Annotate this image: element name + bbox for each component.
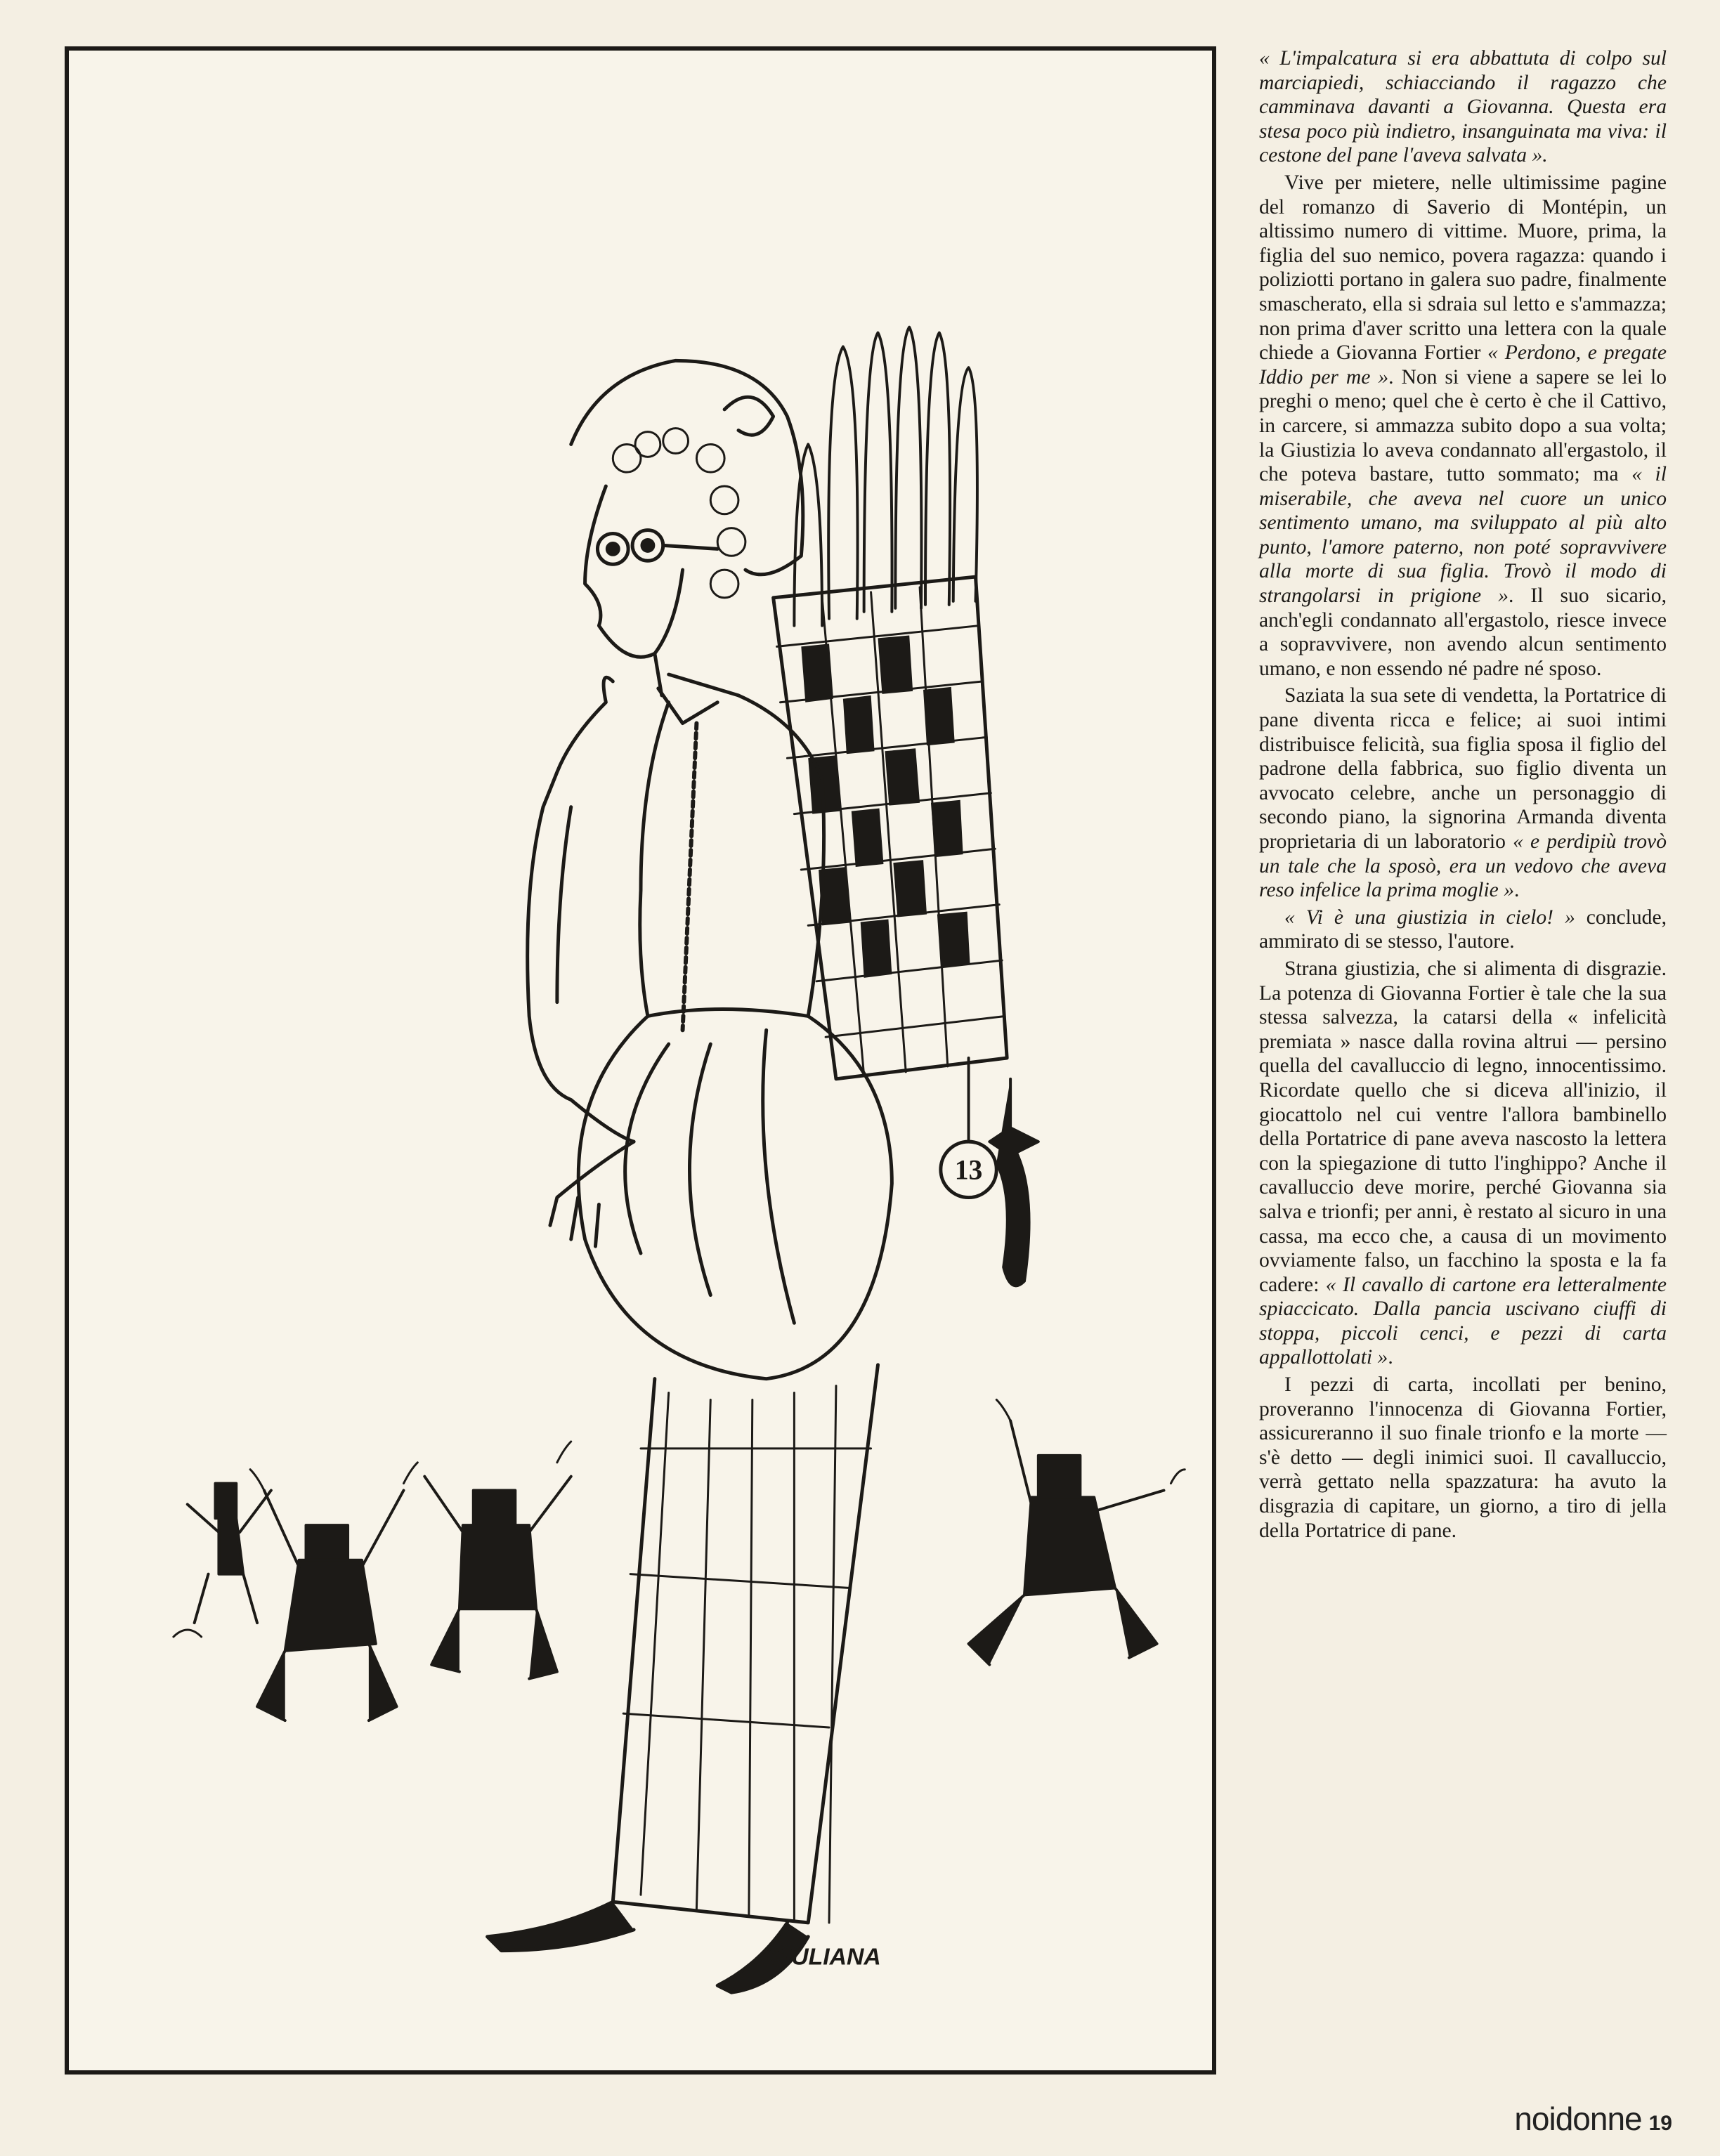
illustration-signature: GIULIANA [766, 1943, 881, 1971]
article-paragraph [1259, 957, 1667, 1370]
article-paragraph [1259, 171, 1667, 681]
basket-tag-number: 13 [954, 1154, 983, 1186]
article-paragraph [1259, 906, 1667, 954]
magazine-brand: noidonne [1514, 2101, 1642, 2137]
body-text: . Non si viene a sapere se lei lo preghi o meno; quel che è certo è che il Cattivo, in carcere, si ammazza subito dopo a sua volta; la Giustizia lo aveva condannato all'ergastolo, il che poteva bastare, tutto sommato; ma [1259, 365, 1667, 486]
illustration-drawing [69, 51, 1212, 2070]
quoted-text: « Vi è una giustizia in cielo! » [1284, 906, 1575, 929]
quoted-text: « il miserabile, che aveva nel cuore un unico sentimento umano, ma sviluppato al più alto punto, l'amore paterno, non poté sopravvivere alla morte di sua figlia. Trovò il modo di strangolarsi in prigione » [1259, 463, 1667, 608]
bread-basket [774, 577, 1008, 1079]
body-text: . [1514, 879, 1520, 902]
body-text: conclude, ammirato di se stesso, l'autore. [1259, 906, 1667, 953]
article-paragraph [1259, 1373, 1667, 1543]
dancing-men [188, 1420, 1164, 1720]
body-text: . Il suo sicario, anch'egli condannato all'ergastolo, riesce invece a sopravvivere, non avendo alcun sentimento umano, e non essendo né padre né sposo. [1259, 584, 1667, 680]
bread-loaves [794, 327, 977, 626]
quoted-text: « Perdono, e pregate Iddio per me » [1259, 341, 1667, 388]
body-text: I pezzi di carta, incollati per benino, proveranno l'innocenza di Giovanna Fortier, assicureranno il suo finale trionfo e la morte — s'è detto — degli inimici suoi. Il cavalluccio, verrà gettato nella spazzatura: ha avuto la disgrazia di capitare, un giorno, a tiro di jella della Portatrice di pane. [1259, 1373, 1667, 1542]
illustration-frame [65, 46, 1216, 2075]
body-text: Vive per mietere, nelle ultimissime pagine del romanzo di Saverio di Montépin, un altissimo numero di vittime. Muore, prima, la figlia del suo nemico, povera ragazza: quando i poliziotti portano in galera suo padre, finalmente smascherato, ella si sdraia sul letto e s'ammazza; non prima d'aver scritto una lettera con la quale chiede a Giovanna Fortier [1259, 171, 1667, 365]
article-text-column [1259, 46, 1667, 1546]
body-text: Saziata la sua sete di vendetta, la Portatrice di pane diventa ricca e felice; ai suoi intimi distribuisce felicità, sua figlia sposa il figlio del padrone della fabbrica, suo figlio diventa un avvocato celebre, anche un personaggio di secondo piano, la signorina Armanda diventa proprietaria di un laboratorio [1259, 684, 1667, 853]
quoted-text: « Il cavallo di cartone era letteralmente spiaccicato. Dalla pancia uscivano ciuffi di stoppa, piccoli cenci, e pezzi di carta appallottolati » [1259, 1273, 1667, 1369]
body-text: . [1388, 1346, 1393, 1369]
article-paragraph [1259, 684, 1667, 902]
page-footer [1514, 2100, 1672, 2138]
page-number: 19 [1648, 2112, 1672, 2135]
quoted-text: « L'impalcatura si era abbattuta di colpo sul marciapiedi, schiacciando il ragazzo che camminava davanti a Giovanna. Questa era stesa poco più indietro, insanguinata ma viva: il cestone del pane l'aveva salvata ». [1259, 47, 1667, 167]
body-text: Strana giustizia, che si alimenta di disgrazie. La potenza di Giovanna Fortier è tale che la sua stessa salvezza, la catarsi della « infelicità premiata » nasce dalla rovina altrui — persino quella del cavalluccio di legno, innocentissimo. Ricordate quello che si diceva all'inizio, il giocattolo nel cui ventre l'allora bambinello della Portatrice di pane aveva nascosto la lettera con la spiegazione di tutto l'inghippo? Anche il cavalluccio deve morire, perché Giovanna sia salva e trionfi; per anni, è restato al sicuro in una cassa, ma ecco che, a causa di un movimento ovviamente falso, un facchino la sposta e la fa cadere: [1259, 957, 1667, 1296]
quoted-text: « e perdipiù trovò un tale che la sposò, era un vedovo che aveva reso infelice la prima moglie » [1259, 830, 1667, 902]
article-paragraph [1259, 46, 1667, 168]
